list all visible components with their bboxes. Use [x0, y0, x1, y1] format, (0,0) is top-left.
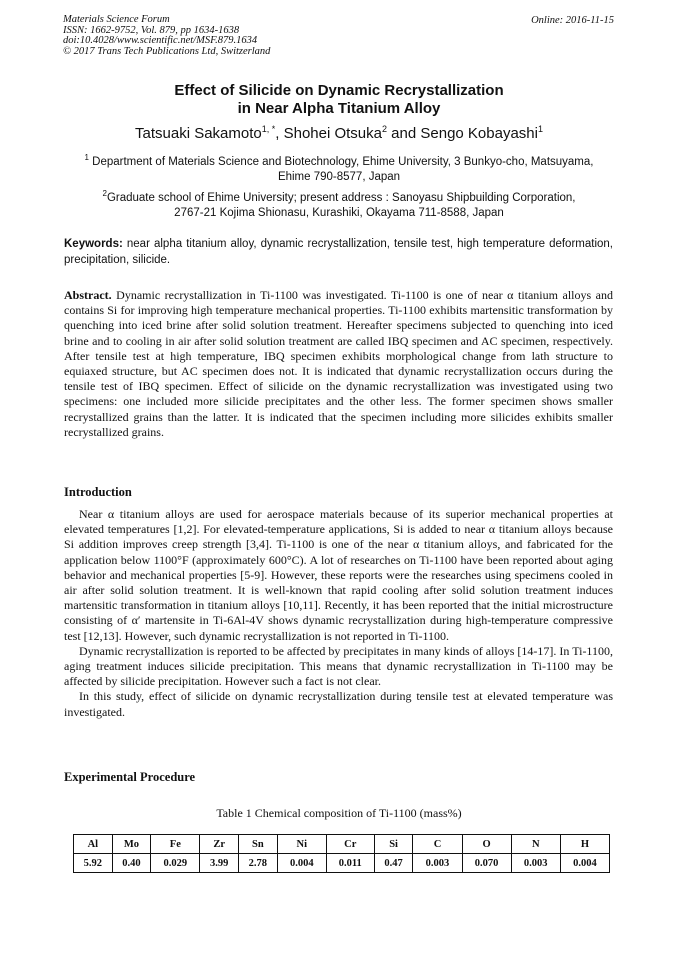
table-cell: 0.003 — [511, 854, 560, 873]
keywords — [64, 236, 613, 268]
journal-header — [63, 15, 270, 57]
abstract-label: Abstract. — [64, 288, 112, 302]
table-cell: 2.78 — [239, 854, 278, 873]
table-row — [74, 854, 610, 873]
journal-issn: ISSN: 1662-9752, Vol. 879, pp 1634-1638 — [63, 24, 240, 36]
table-header-cell: N — [511, 835, 560, 854]
abstract-text: Dynamic recrystallization in Ti-1100 was investigated. Ti-1100 is one of near α titanium alloys and contains Si for improving high temperature mechanical properties. Ti-1100 exhibits martensitic transformation by quenching into iced brine after solid solution treatment. Hereafter specimens subjected to quenching into iced brine and to cooling in air after solid solution treatment are called IBQ specimen and AC specimen, respectively. After tensile test at high temperature, IBQ specimen exhibits morphological change from lath structure to equiaxed structure, but AC specimen does not. It is indicated that dynamic recrystallization occurs during the tensile test of IBQ specimen. Effect of silicide on the dynamic recrystallization was investigated using two specimens: one included more silicide precipitates and the other less. The former specimen shows smaller recrystallized grains than the latter. It is indicated that the specimen including more silicides exhibits smaller recrystallized grains. — [64, 288, 613, 439]
affiliation-2 — [60, 186, 618, 221]
table-cell: 0.029 — [151, 854, 200, 873]
journal-copyright: © 2017 Trans Tech Publications Ltd, Switzerland — [63, 45, 271, 57]
affiliation-1-marker: 1 — [84, 153, 89, 162]
journal-doi: doi:10.4028/www.scientific.net/MSF.879.1634 — [63, 35, 258, 46]
author-3: Sengo Kobayashi — [420, 125, 538, 142]
table-cell: 0.004 — [277, 854, 326, 873]
online-date: Online: 2016-11-15 — [531, 15, 614, 26]
title-line-2: in Near Alpha Titanium Alloy — [237, 100, 441, 117]
author-separator: and — [387, 125, 421, 142]
affiliation-2-marker: 2 — [102, 189, 107, 198]
table-header-row — [74, 835, 610, 854]
table-header-cell: Ni — [277, 835, 326, 854]
table-header-cell: O — [462, 835, 511, 854]
table-cell: 0.47 — [374, 854, 413, 873]
table-cell: 0.003 — [413, 854, 462, 873]
introduction-heading: Introduction — [64, 485, 132, 499]
author-2: Shohei Otsuka — [283, 125, 382, 142]
keywords-text: near alpha titanium alloy, dynamic recrystallization, tensile test, high temperature deformation, precipitation, silicide. — [64, 238, 613, 266]
introduction-paragraph-3: In this study, effect of silicide on dynamic recrystallization during tensile test at elevated temperature was investigated. — [64, 689, 613, 719]
journal-name: Materials Science Forum — [63, 14, 170, 25]
title-line-1: Effect of Silicide on Dynamic Recrystallization — [174, 82, 504, 99]
table-cell: 0.40 — [112, 854, 151, 873]
introduction-body — [64, 507, 613, 720]
introduction-paragraph-2: Dynamic recrystallization is reported to be affected by precipitates in many kinds of alloys [14-17]. In Ti-1100, aging treatment induces silicide precipitation. This means that dynamic recrystallization in Ti-1100 may be affected by silicide precipitation. However such a fact is not clear. — [64, 643, 613, 689]
paper-title — [0, 82, 678, 118]
table-cell: 0.070 — [462, 854, 511, 873]
author-2-affil: 2 — [382, 124, 388, 134]
affiliation-1 — [60, 150, 618, 185]
introduction-paragraph-1: Near α titanium alloys are used for aerospace materials because of its superior mechanical properties at elevated temperatures [1,2]. For elevated-temperature applications, Si is added to near α titanium alloys because Si addition improves creep strength [3,4]. Ti-1100 is one of the near α titanium alloys, and fabricated for the application below 1100°F (approximately 600°C). A lot of researches on Ti-1100 have been reported about aging behavior and mechanical properties [5-9]. However, these reports were the researches using specimens cooled in air after solid solution treatment. It is well-known that rapid cooling after solid solution treatment induces martensitic transformation in titanium alloys [10,11]. Recently, it has been reported that the initial microstructure consisting of α′ martensite in Ti-6Al-4V shows dynamic recrystallization during high-temperature compressive test [12,13]. However, such dynamic recrystallization is not reported in Ti-1100. — [64, 507, 613, 643]
keywords-label: Keywords: — [64, 238, 123, 250]
table-header-cell: Si — [374, 835, 413, 854]
composition-table — [73, 834, 610, 873]
table-header-cell: Al — [74, 835, 113, 854]
table-header-cell: Fe — [151, 835, 200, 854]
table-cell: 5.92 — [74, 854, 113, 873]
author-separator: , — [275, 125, 284, 142]
author-1: Tatsuaki Sakamoto — [135, 125, 262, 142]
table-header-cell: Mo — [112, 835, 151, 854]
table-header-cell: H — [560, 835, 609, 854]
author-list — [0, 124, 678, 142]
table-header-cell: Cr — [326, 835, 374, 854]
table-cell: 0.011 — [326, 854, 374, 873]
table-cell: 0.004 — [560, 854, 609, 873]
affiliation-2-line-2: 2767-21 Kojima Shionasu, Kurashiki, Okayama 711-8588, Japan — [174, 206, 504, 219]
author-1-affil: 1, * — [261, 124, 276, 134]
abstract — [64, 288, 613, 440]
table-header-cell: Zr — [200, 835, 239, 854]
table-header-cell: C — [413, 835, 462, 854]
author-3-affil: 1 — [537, 124, 543, 134]
table-header-cell: Sn — [239, 835, 278, 854]
table-caption: Table 1 Chemical composition of Ti-1100 (mass%) — [216, 806, 462, 820]
affiliation-2-line-1: Graduate school of Ehime University; present address : Sanoyasu Shipbuilding Corporation, — [106, 191, 576, 204]
experimental-heading: Experimental Procedure — [64, 770, 196, 784]
affiliation-1-line-1: Department of Materials Science and Biotechnology, Ehime University, 3 Bunkyo-cho, Matsuyama, — [88, 155, 594, 168]
table-cell: 3.99 — [200, 854, 239, 873]
affiliation-1-line-2: Ehime 790-8577, Japan — [277, 170, 401, 183]
